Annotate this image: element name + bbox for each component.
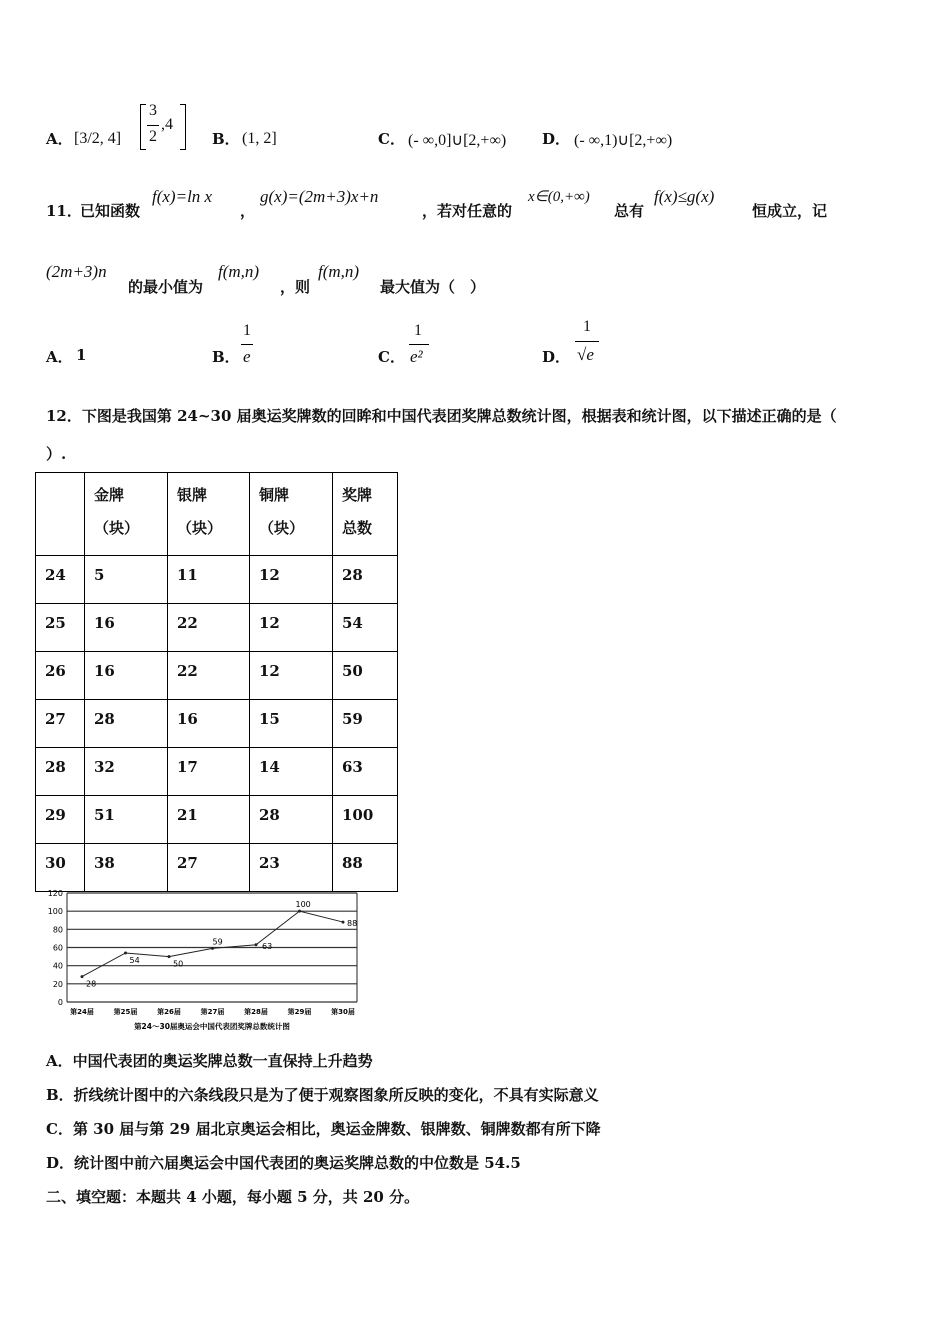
q11-c-den: e² bbox=[410, 347, 423, 366]
table-cell: 16 bbox=[85, 604, 168, 652]
table-cell: 26 bbox=[36, 652, 85, 700]
y-tick-label: 60 bbox=[52, 943, 63, 953]
table-cell: 17 bbox=[168, 748, 250, 796]
table-row bbox=[36, 652, 398, 700]
q10-option-b-label: B． bbox=[212, 130, 240, 148]
table-header-cell bbox=[168, 473, 250, 556]
table-cell: 24 bbox=[36, 556, 85, 604]
table-cell: 38 bbox=[85, 844, 168, 892]
q12-option: C．第 30 届与第 29 届北京奥运会相比，奥运金牌数、银牌数、铜牌数都有所下降 bbox=[46, 1120, 601, 1138]
table-cell: 27 bbox=[36, 700, 85, 748]
y-tick-label: 40 bbox=[52, 961, 63, 971]
table-cell: 25 bbox=[36, 604, 85, 652]
q11-option-c-label: C． bbox=[378, 348, 405, 366]
q10-a-numerator: 3 bbox=[149, 102, 157, 119]
table-cell: 16 bbox=[85, 652, 168, 700]
header-text: 金牌 bbox=[94, 486, 125, 504]
q12-stem: 12．下图是我国第 24~30 届奥运奖牌数的回眸和中国代表团奖牌总数统计图，根据表和统计图，以下描述正确的是（ bbox=[46, 407, 837, 425]
table-cell: 28 bbox=[36, 748, 85, 796]
q12-option: A．中国代表团的奥运奖牌总数一直保持上升趋势 bbox=[46, 1052, 373, 1070]
table-header-cell bbox=[250, 473, 333, 556]
q11-option-a-label: A． bbox=[46, 348, 73, 366]
q11-f-def: f(x)=ln x bbox=[152, 187, 213, 206]
q11-text: ， bbox=[240, 202, 256, 220]
x-tick-label: 第28届 bbox=[244, 1008, 268, 1016]
table-cell: 22 bbox=[168, 604, 250, 652]
q11-option-b-label: B． bbox=[212, 348, 240, 366]
q12-stem-end: ）. bbox=[46, 445, 67, 463]
table-cell: 15 bbox=[250, 700, 333, 748]
chart-title: 第24～30届奥运会中国代表团奖牌总数统计图 bbox=[134, 1022, 290, 1031]
table-cell: 23 bbox=[250, 844, 333, 892]
q11-text: 已知函数 bbox=[80, 202, 141, 220]
table-cell: 29 bbox=[36, 796, 85, 844]
y-tick-label: 120 bbox=[47, 889, 63, 898]
q11-g-def: g(x)=(2m+3)x+n bbox=[260, 187, 379, 206]
q11-text: ，若对任意的 bbox=[422, 202, 513, 220]
header-text: （块） bbox=[177, 519, 223, 537]
data-point bbox=[298, 910, 301, 913]
table-cell: 28 bbox=[333, 556, 398, 604]
q11-b-den: e bbox=[243, 347, 251, 366]
q11-b-num: 1 bbox=[243, 322, 251, 339]
data-label: 50 bbox=[173, 959, 184, 969]
table-header-cell bbox=[333, 473, 398, 556]
bracket-left bbox=[140, 104, 146, 150]
q12-option: B．折线统计图中的六条线段只是为了便于观察图象所反映的变化，不具有实际意义 bbox=[46, 1086, 599, 1104]
data-point bbox=[342, 921, 345, 924]
q11-text: 恒成立，记 bbox=[752, 202, 828, 220]
q11-d-num: 1 bbox=[583, 318, 591, 335]
table-header-cell bbox=[85, 473, 168, 556]
q11-fmn: f(m,n) bbox=[218, 262, 260, 281]
fraction-bar bbox=[147, 125, 159, 126]
q10-option-c: (- ∞,0]∪[2,+∞) bbox=[408, 132, 507, 149]
table-cell: 51 bbox=[85, 796, 168, 844]
q10-option-a-label: A． bbox=[46, 130, 73, 148]
x-tick-label: 第27届 bbox=[200, 1008, 225, 1016]
fraction-bar bbox=[575, 341, 599, 342]
q10-option-b: (1, 2] bbox=[242, 130, 277, 147]
q12-option: D．统计图中前六届奥运会中国代表团的奥运奖牌总数的中位数是 54.5 bbox=[46, 1154, 521, 1172]
q11-expr: (2m+3)n bbox=[46, 262, 107, 281]
table-cell: 54 bbox=[333, 604, 398, 652]
table-cell: 50 bbox=[333, 652, 398, 700]
data-label: 28 bbox=[86, 979, 97, 989]
x-tick-label: 第30届 bbox=[331, 1008, 355, 1016]
data-point bbox=[255, 943, 258, 946]
table-row bbox=[36, 796, 398, 844]
y-tick-label: 80 bbox=[52, 925, 63, 935]
data-label: 100 bbox=[295, 900, 311, 910]
fraction-bar bbox=[409, 344, 429, 345]
header-text: 奖牌 bbox=[342, 486, 373, 504]
y-tick-label: 0 bbox=[57, 998, 63, 1007]
table-row bbox=[36, 748, 398, 796]
table-cell: 27 bbox=[168, 844, 250, 892]
data-label: 54 bbox=[129, 955, 140, 965]
table-cell: 30 bbox=[36, 844, 85, 892]
x-tick-label: 第25届 bbox=[113, 1008, 138, 1016]
bracket-right bbox=[180, 104, 186, 150]
q11-text: 最大值为（ ） bbox=[380, 278, 486, 296]
table-header-cell bbox=[36, 473, 85, 556]
y-tick-label: 20 bbox=[52, 979, 63, 989]
medal-line-chart bbox=[35, 888, 365, 1038]
table-cell: 14 bbox=[250, 748, 333, 796]
table-row bbox=[36, 700, 398, 748]
data-label: 63 bbox=[262, 941, 273, 951]
q10-option-a: [3/2, 4] bbox=[74, 130, 122, 147]
data-point bbox=[124, 951, 127, 954]
table-cell: 28 bbox=[85, 700, 168, 748]
table-cell: 100 bbox=[333, 796, 398, 844]
q10-option-d: (- ∞,1)∪[2,+∞) bbox=[574, 132, 673, 149]
q11-d-den: √e bbox=[577, 345, 594, 364]
table-cell: 21 bbox=[168, 796, 250, 844]
table-cell: 12 bbox=[250, 556, 333, 604]
q11-option-a: 1 bbox=[76, 346, 87, 364]
x-tick-label: 第26届 bbox=[157, 1008, 181, 1016]
header-text: （块） bbox=[94, 519, 140, 537]
q11-text: ，则 bbox=[280, 278, 311, 296]
data-label: 88 bbox=[347, 919, 358, 929]
table-row bbox=[36, 844, 398, 892]
table-cell: 22 bbox=[168, 652, 250, 700]
table-cell: 11 bbox=[168, 556, 250, 604]
q11-text: 的最小值为 bbox=[128, 278, 204, 296]
y-tick-label: 100 bbox=[47, 907, 63, 917]
data-point bbox=[168, 955, 171, 958]
table-cell: 5 bbox=[85, 556, 168, 604]
q10-a-rest: ,4 bbox=[161, 116, 173, 133]
header-text: 总数 bbox=[342, 519, 373, 537]
q11-number: 11． bbox=[46, 202, 82, 220]
data-point bbox=[81, 975, 84, 978]
header-text: （块） bbox=[259, 519, 305, 537]
fraction-bar bbox=[241, 344, 253, 345]
data-point bbox=[211, 947, 214, 950]
q11-domain: x∈(0,+∞) bbox=[528, 189, 590, 205]
header-text: 铜牌 bbox=[259, 486, 290, 504]
medal-table bbox=[35, 472, 398, 892]
q10-option-c-label: C． bbox=[378, 130, 405, 148]
q11-c-num: 1 bbox=[414, 322, 422, 339]
table-cell: 59 bbox=[333, 700, 398, 748]
q11-inequality: f(x)≤g(x) bbox=[654, 187, 715, 206]
q10-a-denominator: 2 bbox=[149, 128, 157, 145]
table-cell: 88 bbox=[333, 844, 398, 892]
data-label: 59 bbox=[212, 937, 223, 947]
table-cell: 12 bbox=[250, 604, 333, 652]
table-row bbox=[36, 556, 398, 604]
table-cell: 16 bbox=[168, 700, 250, 748]
x-tick-label: 第29届 bbox=[287, 1008, 312, 1016]
section-2-heading: 二、填空题：本题共 4 小题，每小题 5 分，共 20 分。 bbox=[46, 1188, 420, 1206]
q11-fmn: f(m,n) bbox=[318, 262, 360, 281]
q11-option-d-label: D． bbox=[542, 348, 571, 366]
q10-option-d-label: D． bbox=[542, 130, 571, 148]
table-row bbox=[36, 604, 398, 652]
table-cell: 32 bbox=[85, 748, 168, 796]
table-cell: 63 bbox=[333, 748, 398, 796]
table-cell: 12 bbox=[250, 652, 333, 700]
header-text: 银牌 bbox=[177, 486, 208, 504]
x-tick-label: 第24届 bbox=[70, 1008, 94, 1016]
q11-text: 总有 bbox=[614, 202, 645, 220]
table-cell: 28 bbox=[250, 796, 333, 844]
